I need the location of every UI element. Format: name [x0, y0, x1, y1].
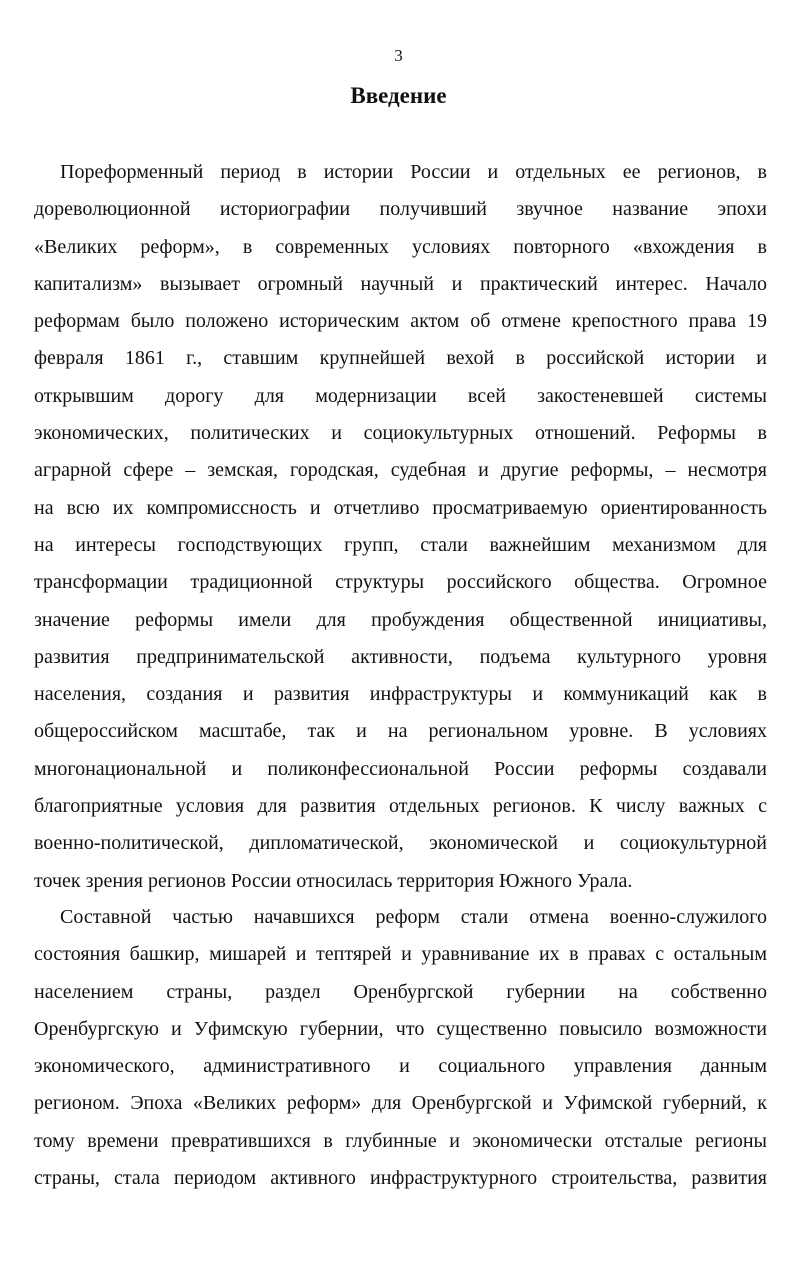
paragraph-line: точек зрения регионов России относилась территория Южного Урала.	[34, 869, 633, 892]
paragraph-line: состояния башкир, мишарей и тептярей и уравнивание их в правах с остальным	[34, 943, 767, 966]
paragraph-line: тому времени превратившихся в глубинные и экономически отсталые регионы	[34, 1129, 767, 1152]
paragraph-line: капитализм» вызывает огромный научный и практический интерес. Начало	[34, 272, 767, 295]
paragraph-line: экономического, административного и социального управления данным	[34, 1055, 767, 1078]
paragraph-line: экономических, политических и социокультурных отношений. Реформы в	[34, 422, 767, 445]
paragraph-line: Оренбургскую и Уфимскую губернии, что существенно повысило возможности	[34, 1017, 767, 1040]
paragraph-line: населения, создания и развития инфраструктуры и коммуникаций как в	[34, 683, 767, 706]
paragraph-line: благоприятные условия для развития отдельных регионов. К числу важных с	[34, 795, 767, 818]
paragraph-line: февраля 1861 г., ставшим крупнейшей вехой в российской истории и	[34, 347, 767, 370]
paragraph-line: общероссийском масштабе, так и на региональном уровне. В условиях	[34, 720, 767, 743]
paragraph-line: дореволюционной историографии получивший звучное название эпохи	[34, 198, 767, 221]
paragraph-line: Пореформенный период в истории России и отдельных ее регионов, в	[60, 161, 767, 183]
paragraph-line: регионом. Эпоха «Великих реформ» для Оренбургской и Уфимской губерний, к	[34, 1092, 767, 1115]
paragraph-line: реформам было положено историческим актом об отмене крепостного права 19	[34, 310, 767, 333]
paragraph-line: Составной частью начавшихся реформ стали отмена военно-служилого	[60, 906, 767, 928]
paragraph-line: населением страны, раздел Оренбургской губернии на собственно	[34, 980, 767, 1003]
paragraph-line: военно-политической, дипломатической, экономической и социокультурной	[34, 832, 767, 855]
paragraph-line: страны, стала периодом активного инфраструктурного строительства, развития	[34, 1167, 767, 1190]
paragraph-2	[34, 899, 767, 1197]
section-heading: Введение	[350, 83, 447, 108]
paragraph-line: значение реформы имели для пробуждения общественной инициативы,	[34, 608, 767, 631]
paragraph-line: многонациональной и поликонфессиональной России реформы создавали	[34, 757, 767, 780]
paragraph-line: открывшим дорогу для модернизации всей закостеневшей системы	[34, 384, 767, 407]
paragraph-line: трансформации традиционной структуры российского общества. Огромное	[34, 571, 767, 594]
paragraph-line: развития предпринимательской активности, подъема культурного уровня	[34, 645, 767, 668]
paragraph-line: «Великих реформ», в современных условиях повторного «вхождения в	[34, 235, 767, 258]
paragraph-line: на всю их компромиссность и отчетливо просматриваемую ориентированность	[34, 496, 767, 519]
paragraph-line: на интересы господствующих групп, стали важнейшим механизмом для	[34, 533, 767, 556]
paragraph-line: аграрной сфере – земская, городская, судебная и другие реформы, – несмотря	[34, 459, 767, 482]
paragraph-1	[34, 154, 767, 900]
page-number: 3	[394, 46, 403, 65]
